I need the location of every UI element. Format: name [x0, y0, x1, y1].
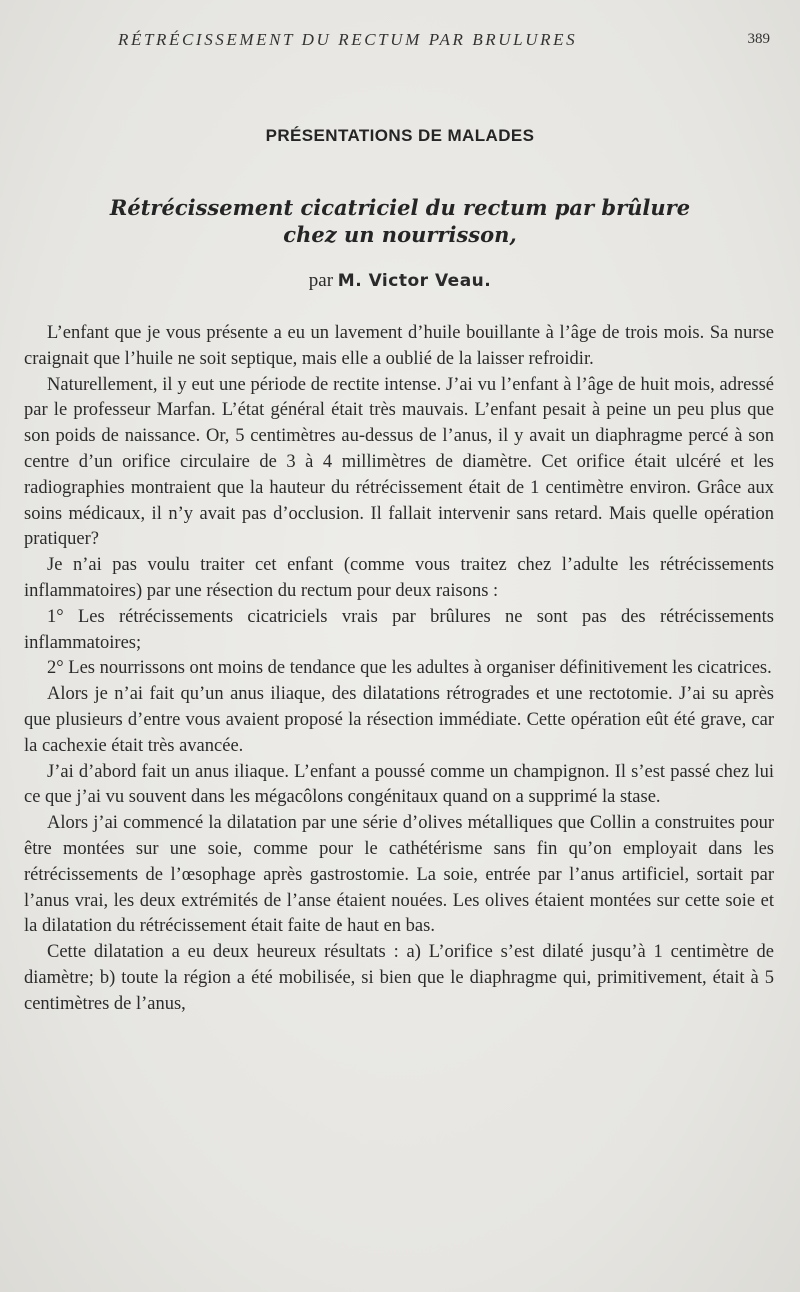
article-title-line-2: chez un nourrisson, — [283, 222, 517, 247]
paragraph: Alors j’ai commencé la dilatation par une série d’olives métalliques que Collin a construites pour être montées sur une soie, comme pour le cathétérisme sans fin qu’on employait dans les rétrécissements de l’œsophage après gastrostomie. La soie, entrée par l’anus artificiel, sortait par l’anus vrai, les deux extrémités de l’anse étaient nouées. Les olives étaient montées sur cette soie et la dilatation du rétrécissement était faite de haut en bas. — [24, 813, 774, 937]
article-title — [0, 194, 775, 248]
paragraph: 2° Les nourrissons ont moins de tendance que les adultes à organiser définitivement les cicatrices. — [47, 658, 772, 679]
article-title-line-1: Rétrécissement cicatriciel du rectum par brûlure — [109, 195, 691, 220]
by-label: par — [308, 270, 334, 291]
running-head — [0, 30, 800, 54]
paragraph: L’enfant que je vous présente a eu un lavement d’huile bouillante à l’âge de trois mois. Sa nurse craignait que l’huile ne soit septique, mais elle a oublié de la laisser refroidir. — [24, 323, 774, 369]
paragraph: Naturellement, il y eut une période de rectite intense. J’ai vu l’enfant à l’âge de huit mois, adressé par le professeur Marfan. L’état général était très mauvais. L’enfant pesait à peine un peu plus que son poids de naissance. Or, 5 centimètres au-dessus de l’anus, il y avait un diaphragme percé à son centre d’un orifice circulaire de 3 à 4 millimètres de diamètre. Cet orifice était ulcéré et les radiographies montraient que la hauteur du rétrécissement était de 1 centimètre environ. Grâce aux soins médicaux, il n’y avait pas d’occlusion. Il fallait intervenir sans retard. Mais quelle opération pratiquer? — [24, 374, 774, 550]
paragraph: 1° Les rétrécissements cicatriciels vrais par brûlures ne sont pas des rétrécissements inflammatoires; — [24, 606, 774, 653]
section-heading: PRÉSENTATIONS DE MALADES — [265, 126, 535, 145]
author-line — [0, 270, 765, 292]
paragraph: J’ai d’abord fait un anus iliaque. L’enfant a poussé comme un champignon. Il s’est passé chez lui ce que j’ai vu souvent dans les mégacôlons congénitaux quand on a supprimé la stase. — [24, 761, 774, 808]
author-name: M. Victor Veau. — [337, 271, 492, 291]
paragraph: Je n’ai pas voulu traiter cet enfant (comme vous traitez chez l’adulte les rétrécissements inflammatoires) par une résection du rectum pour deux raisons : — [24, 555, 774, 601]
page-number: 389 — [747, 31, 770, 47]
paragraph: Alors je n’ai fait qu’un anus iliaque, des dilatations rétrogrades et une rectotomie. J’ai su après que plusieurs d’entre vous avaient proposé la résection immédiate. Cette opération eût été grave, car la cachexie était très avancée. — [24, 684, 774, 756]
running-title: RÉTRÉCISSEMENT DU RECTUM PAR BRULURES — [118, 30, 578, 49]
paragraph: Cette dilatation a eu deux heureux résultats : a) L’orifice s’est dilaté jusqu’à 1 centimètre de diamètre; b) toute la région a été mobilisée, si bien que le diaphragme qui, primitivement, était à 5 centimètres de l’anus, — [24, 942, 774, 1014]
body-text — [24, 321, 774, 1018]
